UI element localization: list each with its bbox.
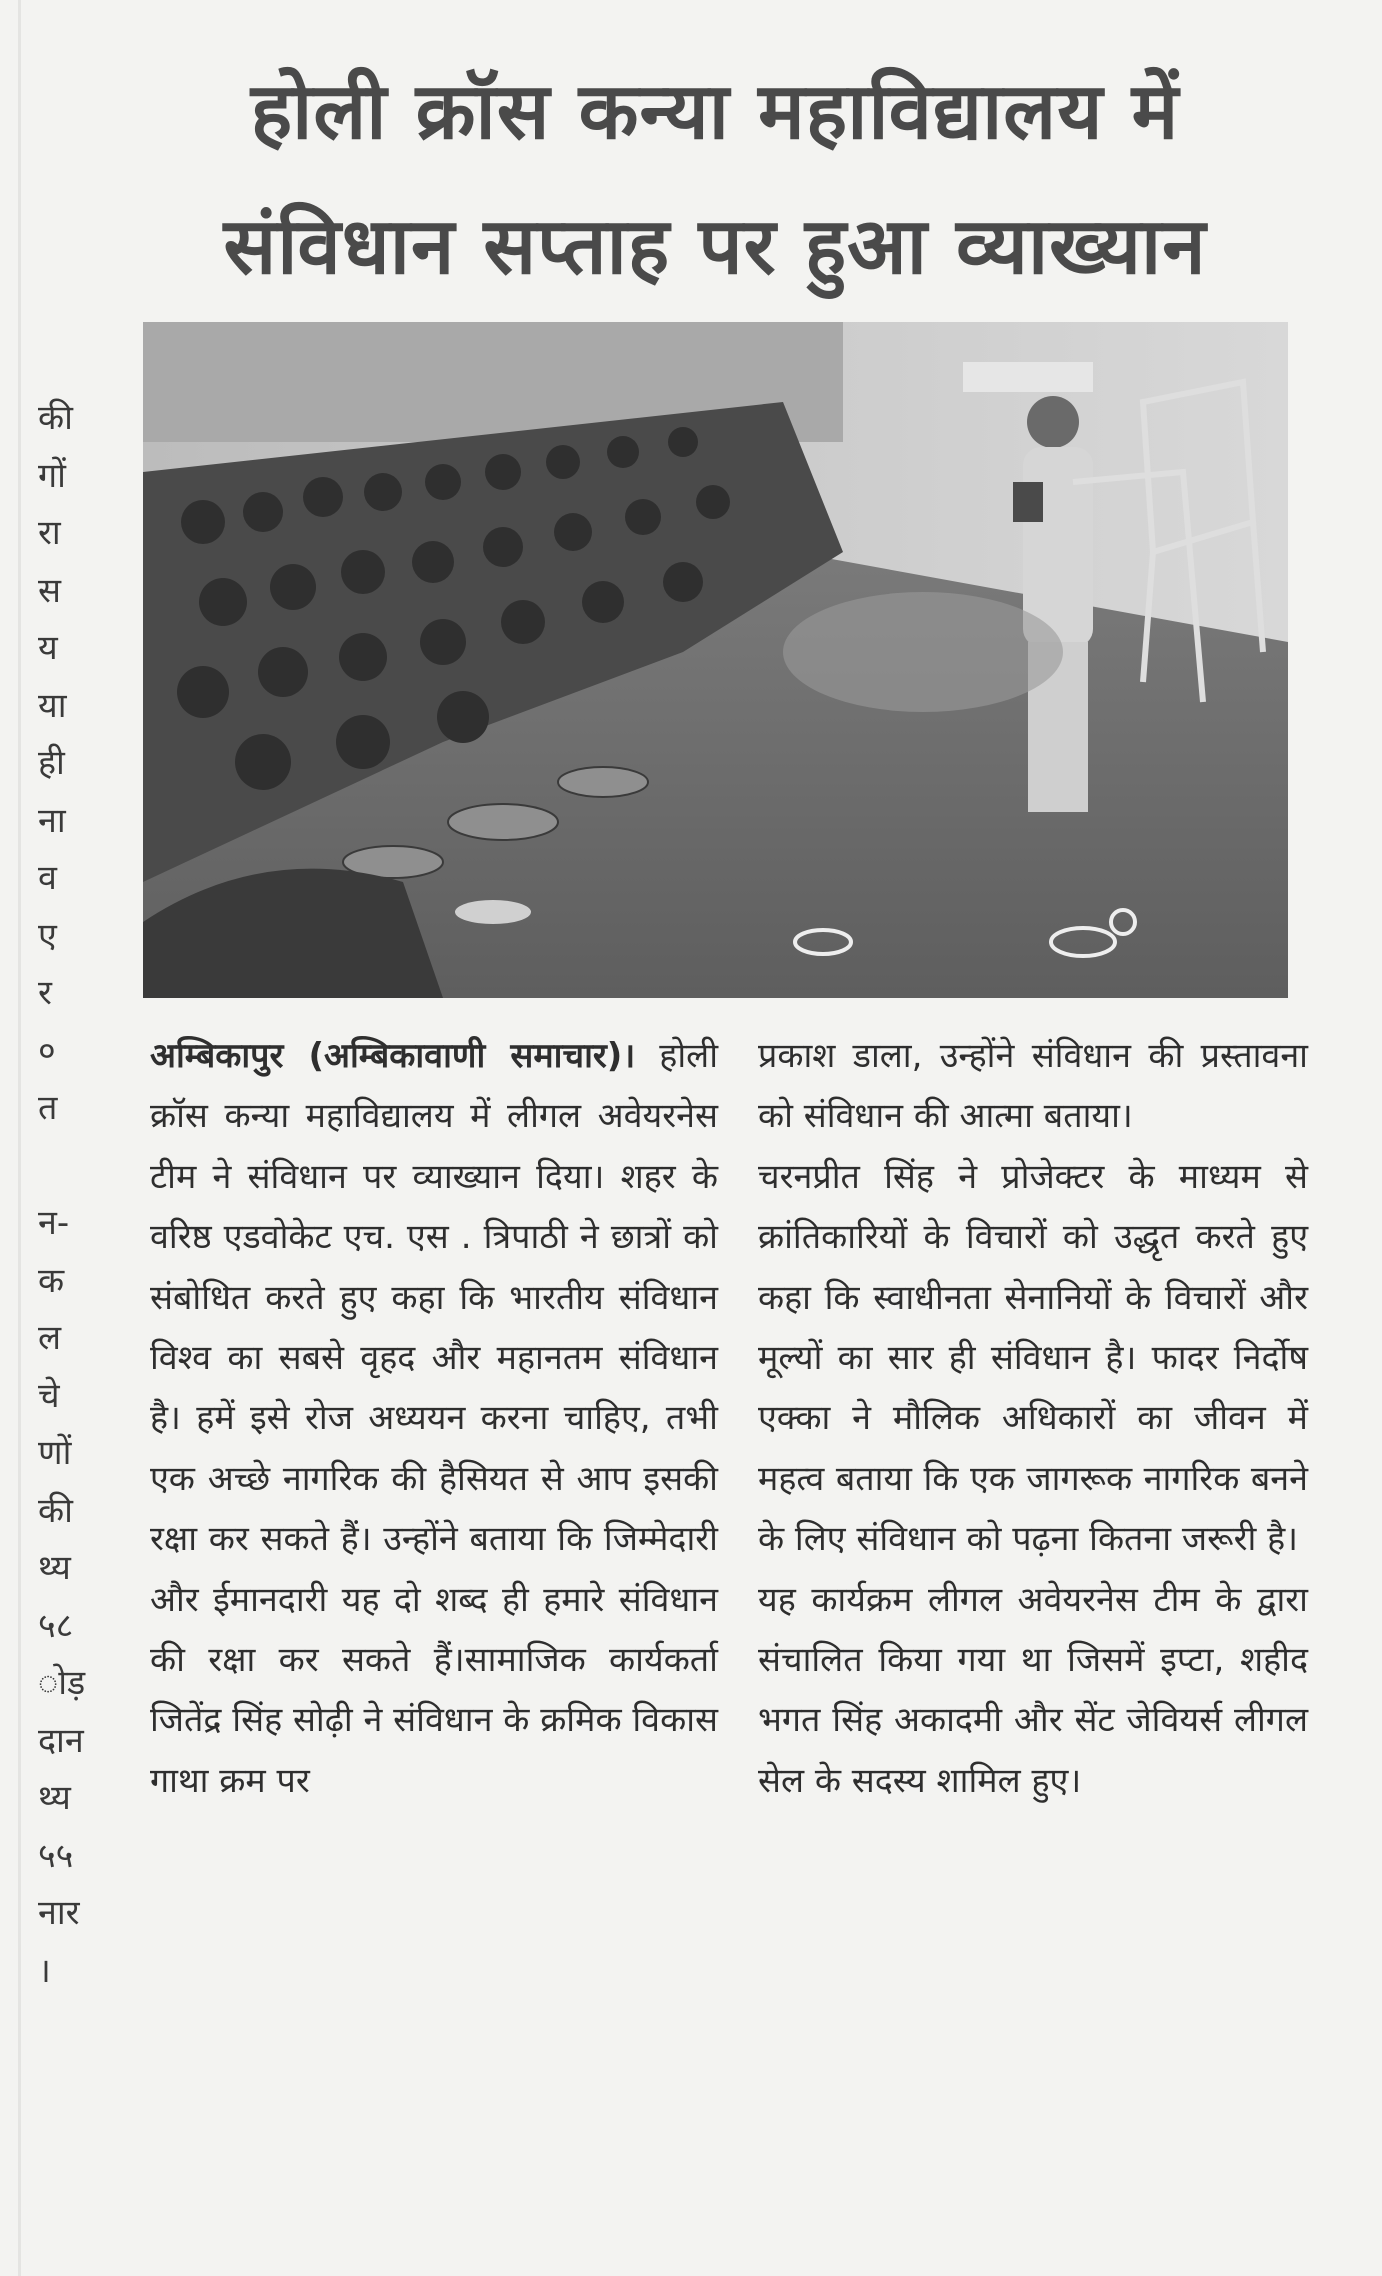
adjacent-column-line: थ्य [38, 1778, 71, 1818]
adjacent-column-line: नार [38, 1893, 80, 1933]
adjacent-column-line: चे [38, 1375, 60, 1416]
adjacent-column-line: ५८ [38, 1605, 74, 1646]
article-column-1-text [150, 1026, 718, 1811]
adjacent-column-fragment [38, 390, 108, 2000]
article-column-2 [758, 1026, 1308, 1811]
headline-line-2: संविधान सप्ताह पर हुआ व्याख्यान [223, 202, 1207, 292]
adjacent-column-line: ए [38, 915, 57, 956]
adjacent-column-line: रा [38, 513, 61, 553]
adjacent-column-line: दान [38, 1720, 84, 1761]
adjacent-column-line: क [38, 1260, 65, 1301]
paper-fold-line [18, 0, 21, 2276]
news-photo-illustration [143, 322, 1288, 998]
adjacent-column-line: ५५ [38, 1835, 74, 1876]
article-paragraph-3: चरनप्रीत सिंह ने प्रोजेक्टर के माध्यम से क्रांतिकारियों के विचारों को उद्धृत करते हुए कहा कि स्वाधीनता सेनानियों के विचारों और मूल्यों का सार ही संविधान है। फादर निर्दोष एक्का ने मौलिक अधिकारों का जीवन में महत्व बताया कि एक जागरूक नागरिक बनने के लिए संविधान को पढ़ना कितना जरूरी है। [758, 1156, 1308, 1560]
headline-line-1: होली क्रॉस कन्या महाविद्यालय में [250, 67, 1180, 157]
adjacent-column-line: की [38, 398, 73, 438]
adjacent-column-line: ल [38, 1318, 62, 1358]
adjacent-column-line: व [38, 858, 57, 898]
adjacent-column-line: णों [38, 1433, 72, 1473]
article-paragraph-1: होली क्रॉस कन्या महाविद्यालय में लीगल अवेयरनेस टीम ने संविधान पर व्याख्यान दिया। शहर के वरिष्ठ एडवोकेट एच. एस . त्रिपाठी ने छात्रों को संबोधित करते हुए कहा कि भारतीय संविधान विश्व का सबसे वृहद और महानतम संविधान है। हमें इसे रोज अध्ययन करना चाहिए, तभी एक अच्छे नागरिक की हैसियत से आप इसकी रक्षा कर सकते हैं। उन्होंने बताया कि जिम्मेदारी और ईमानदारी यह दो शब्द ही हमारे संविधान की रक्षा कर सकते हैं।सामाजिक कार्यकर्ता जितेंद्र सिंह सोढ़ी ने संविधान के क्रमिक विकास गाथा क्रम पर [150, 1036, 718, 1801]
adjacent-column-line: ० [38, 1030, 56, 1071]
article-paragraph-2: प्रकाश डाला, उन्होंने संविधान की प्रस्तावना को संविधान की आत्मा बताया। [758, 1036, 1308, 1137]
adjacent-column-line: । [38, 1950, 51, 1991]
adjacent-column-line: त [38, 1088, 58, 1128]
adjacent-column-line: ना [38, 800, 66, 841]
adjacent-column-line: की [38, 1490, 73, 1531]
adjacent-column-line: न- [38, 1203, 70, 1243]
adjacent-column-line: थ्य [38, 1548, 71, 1588]
article-dateline: अम्बिकापुर (अम्बिकावाणी समाचार)। [150, 1036, 636, 1076]
adjacent-column-line: स [38, 570, 61, 611]
adjacent-column-line: य [38, 628, 58, 668]
adjacent-column-line: गों [38, 455, 66, 496]
adjacent-column-line: ही [38, 743, 65, 783]
adjacent-column-line: ोड़ [38, 1663, 86, 1703]
adjacent-column-line: र [38, 973, 52, 1013]
news-photo [143, 322, 1288, 998]
article-column-1 [150, 1026, 718, 1811]
adjacent-column-line: या [38, 685, 67, 726]
article-paragraph-4: यह कार्यक्रम लीगल अवेयरनेस टीम के द्वारा संचालित किया गया था जिसमें इप्टा, शहीद भगत सिंह अकादमी और सेंट जेवियर्स लीगल सेल के सदस्य शामिल हुए। [758, 1579, 1308, 1801]
adjacent-column-line [38, 1138, 108, 1196]
